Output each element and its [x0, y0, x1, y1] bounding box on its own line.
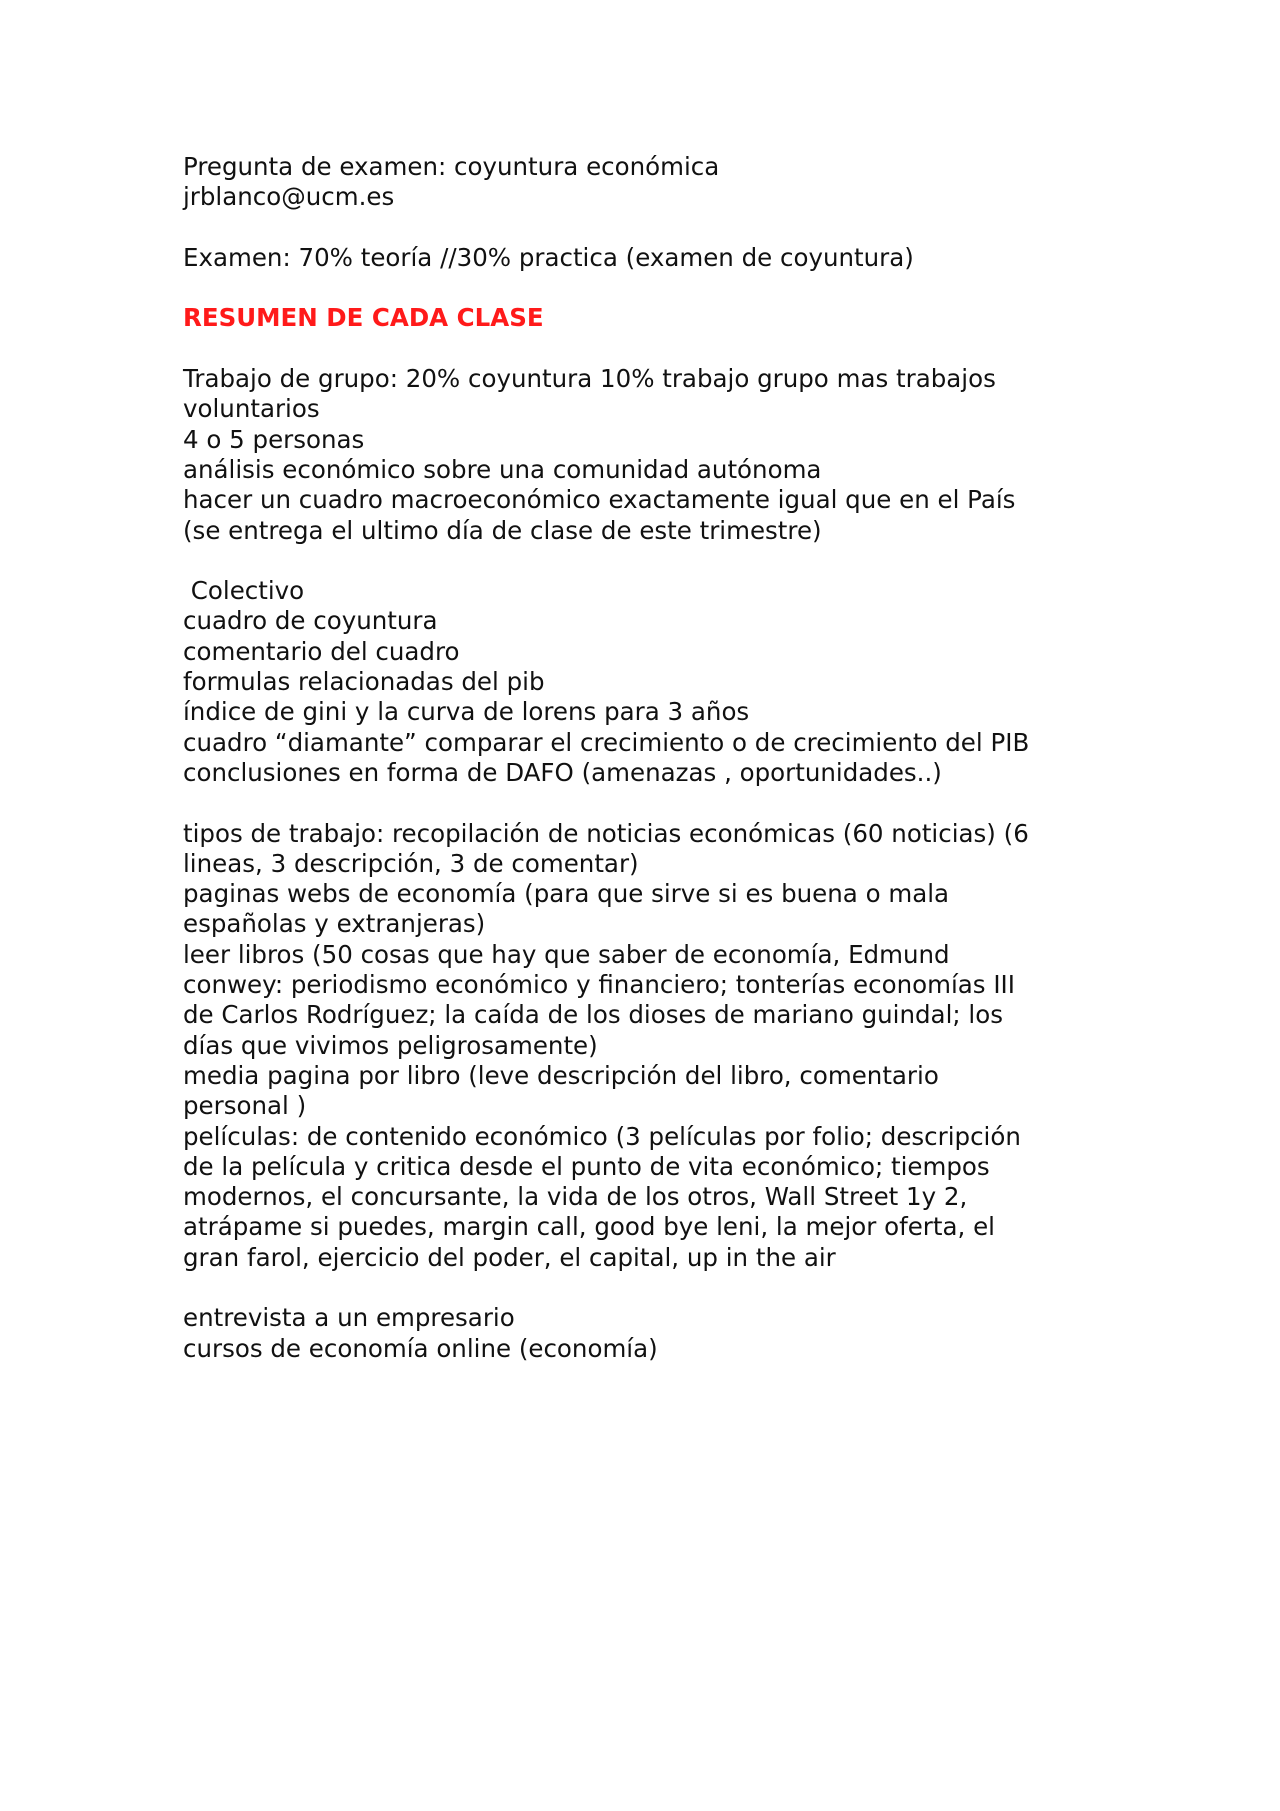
text-line: tipos de trabajo: recopilación de noticias económicas (60 noticias) (6: [183, 818, 1029, 848]
document-body: [183, 152, 1143, 1364]
exam-question-line: Pregunta de examen: coyuntura económica: [183, 152, 720, 181]
text-line: atrápame si puedes, margin call, good bye leni, la mejor oferta, el: [183, 1212, 995, 1242]
text-line: entrevista a un empresario: [183, 1303, 515, 1333]
text-line: hacer un cuadro macroeconómico exactamente igual que en el País: [183, 485, 1016, 515]
text-line: Colectivo: [183, 576, 305, 606]
spacer: [183, 788, 1143, 818]
text-line: Trabajo de grupo: 20% coyuntura 10% trabajo grupo mas trabajos: [183, 364, 996, 394]
work-types-block: [183, 819, 1143, 1273]
spacer: [183, 273, 1143, 303]
text-line: conclusiones en forma de DAFO (amenazas , oportunidades..): [183, 757, 942, 787]
text-line: españolas y extranjeras): [183, 909, 486, 939]
spacer: [183, 1273, 1143, 1303]
exam-weighting-line: Examen: 70% teoría //30% practica (examen de coyuntura): [183, 242, 914, 272]
text-line: cuadro de coyuntura: [183, 606, 438, 636]
text-line: gran farol, ejercicio del poder, el capital, up in the air: [183, 1242, 836, 1272]
text-line: cursos de economía online (economía): [183, 1333, 658, 1363]
text-line: de Carlos Rodríguez; la caída de los dioses de mariano guindal; los: [183, 1000, 1003, 1030]
text-line: análisis económico sobre una comunidad autónoma: [183, 454, 822, 484]
text-line: cuadro “diamante” comparar el crecimiento o de crecimiento del PIB: [183, 727, 1030, 757]
extras-block: [183, 1303, 1143, 1364]
text-line: media pagina por libro (leve descripción del libro, comentario: [183, 1060, 939, 1090]
spacer: [183, 546, 1143, 576]
text-line: leer libros (50 cosas que hay que saber de economía, Edmund: [183, 939, 950, 969]
text-line: lineas, 3 descripción, 3 de comentar): [183, 848, 639, 878]
group-work-block: [183, 364, 1143, 546]
text-line: índice de gini y la curva de lorens para 3 años: [183, 697, 750, 727]
spacer: [183, 334, 1143, 364]
spacer: [183, 213, 1143, 243]
section-heading: RESUMEN DE CADA CLASE: [183, 303, 544, 333]
text-line: modernos, el concursante, la vida de los otros, Wall Street 1y 2,: [183, 1182, 968, 1212]
text-line: personal ): [183, 1091, 307, 1121]
text-line: (se entrega el ultimo día de clase de este trimestre): [183, 515, 822, 545]
text-line: comentario del cuadro: [183, 636, 460, 666]
text-line: de la película y critica desde el punto de vita económico; tiempos: [183, 1151, 990, 1181]
text-line: 4 o 5 personas: [183, 424, 365, 454]
text-line: películas: de contenido económico (3 películas por folio; descripción: [183, 1121, 1021, 1151]
text-line: voluntarios: [183, 394, 320, 424]
text-line: días que vivimos peligrosamente): [183, 1030, 598, 1060]
text-line: formulas relacionadas del pib: [183, 667, 545, 697]
text-line: conwey: periodismo económico y financiero; tonterías economías III: [183, 970, 1016, 1000]
collective-block: [183, 576, 1143, 788]
email-line: jrblanco@ucm.es: [183, 182, 395, 212]
text-line: paginas webs de economía (para que sirve si es buena o mala: [183, 879, 950, 909]
